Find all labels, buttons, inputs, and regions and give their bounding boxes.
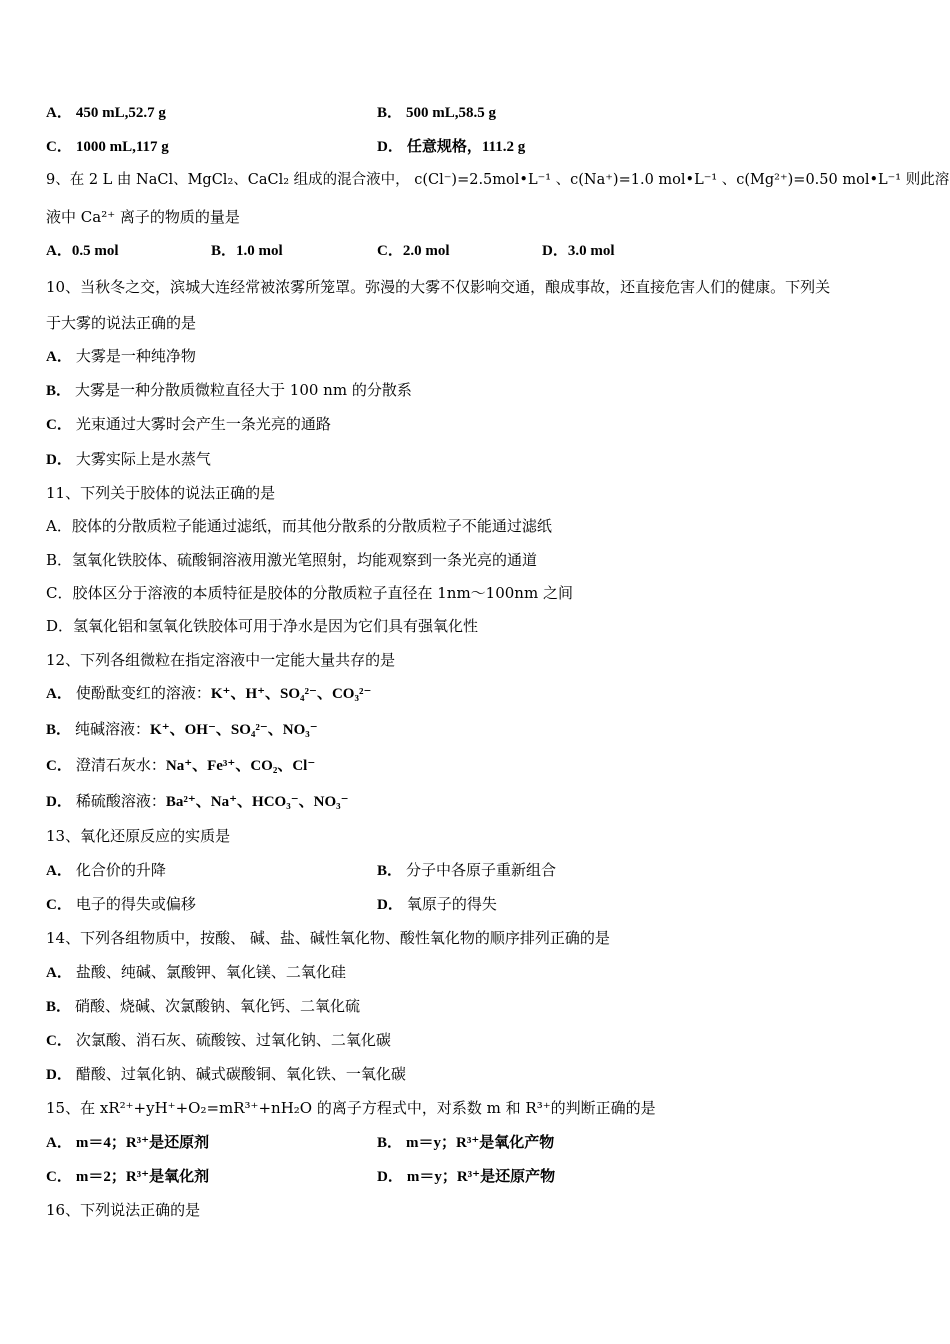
- q11-option-b: B．氢氧化铁胶体、硫酸铜溶液用激光笔照射，均能观察到一条光亮的通道: [46, 551, 538, 569]
- q11-stem: 11、下列关于胶体的说法正确的是: [46, 484, 276, 502]
- q15-option-b: B． m＝y；R³⁺是氧化产物: [377, 1135, 555, 1151]
- q12-option-c: C． 澄清石灰水：Na⁺、Fe³⁺、CO₂、Cl⁻: [46, 756, 316, 774]
- q12-option-d: D． 稀硫酸溶液：Ba²⁺、Na⁺、HCO₃⁻、NO₃⁻: [46, 792, 349, 810]
- q14-option-a: A． 盐酸、纯碱、氯酸钾、氧化镁、二氧化硅: [46, 963, 346, 981]
- q9-stem-line2: 液中 Ca²⁺ 离子的物质的量是: [46, 208, 240, 226]
- q10-stem-line1: 10、当秋冬之交，滨城大连经常被浓雾所笼罩。弥漫的大雾不仅影响交通，酿成事故，还直接危害人们的健康。下列关: [46, 278, 831, 296]
- q10-stem-line2: 于大雾的说法正确的是: [46, 314, 197, 332]
- q14-option-d: D． 醋酸、过氧化钠、碱式碳酸铜、氧化铁、一氧化碳: [46, 1065, 406, 1083]
- q14-option-c: C． 次氯酸、消石灰、硫酸铵、过氧化钠、二氧化碳: [46, 1031, 391, 1049]
- q15-option-d: D． m＝y；R³⁺是还原产物: [377, 1169, 556, 1185]
- q14-option-b: B． 硝酸、烧碱、次氯酸钠、氧化钙、二氧化硫: [46, 997, 361, 1015]
- q8-option-b: B． 500 mL,58.5 g: [377, 105, 497, 121]
- q13-option-a: A． 化合价的升降: [46, 861, 166, 879]
- q14-stem: 14、下列各组物质中，按酸、 碱、盐、碱性氧化物、酸性氧化物的顺序排列正确的是: [46, 929, 610, 947]
- q11-option-c: C．胶体区分于溶液的本质特征是胶体的分散质粒子直径在 1nm～100nm 之间: [46, 584, 573, 602]
- q9-stem-line1: 9、在 2 L 由 NaCl、MgCl₂、CaCl₂ 组成的混合液中， c(Cl⁻)=2.5mol•L⁻¹ 、c(Na⁺)=1.0 mol•L⁻¹ 、c(Mg²⁺)=0.50 mol•L⁻¹ 则此溶: [46, 172, 950, 188]
- q15-stem: 15、在 xR²⁺+yH⁺+O₂=mR³⁺+nH₂O 的离子方程式中，对系数 m 和 R³⁺的判断正确的是: [46, 1099, 656, 1117]
- q12-option-a: A． 使酚酞变红的溶液：K⁺、H⁺、SO₄²⁻、CO₃²⁻: [46, 684, 372, 702]
- q8-option-c: C． 1000 mL,117 g: [46, 139, 169, 155]
- q10-option-b: B． 大雾是一种分散质微粒直径大于 100 nm 的分散系: [46, 381, 412, 399]
- q15-option-a: A． m＝4；R³⁺是还原剂: [46, 1135, 210, 1151]
- q13-option-b: B． 分子中各原子重新组合: [377, 861, 557, 879]
- q10-option-c: C． 光束通过大雾时会产生一条光亮的通路: [46, 415, 331, 433]
- q8-option-a: A． 450 mL,52.7 g: [46, 105, 166, 121]
- q9-option-a: A．0.5 mol: [46, 243, 119, 259]
- q11-option-a: A．胶体的分散质粒子能通过滤纸，而其他分散系的分散质粒子不能通过滤纸: [46, 517, 552, 535]
- q11-option-d: D．氢氧化铝和氢氧化铁胶体可用于净水是因为它们具有强氧化性: [46, 617, 479, 635]
- q8-option-d: D． 任意规格，111.2 g: [377, 139, 526, 155]
- q16-stem: 16、下列说法正确的是: [46, 1201, 201, 1219]
- q15-option-c: C． m＝2；R³⁺是氧化剂: [46, 1169, 210, 1185]
- q13-option-c: C． 电子的得失或偏移: [46, 895, 196, 913]
- q9-option-b: B．1.0 mol: [211, 243, 283, 259]
- q9-option-c: C．2.0 mol: [377, 243, 450, 259]
- q9-option-d: D．3.0 mol: [542, 243, 615, 259]
- q13-stem: 13、氧化还原反应的实质是: [46, 827, 231, 845]
- q13-option-d: D． 氧原子的得失: [377, 895, 497, 913]
- q10-option-d: D． 大雾实际上是水蒸气: [46, 450, 211, 468]
- q12-stem: 12、下列各组微粒在指定溶液中一定能大量共存的是: [46, 651, 396, 669]
- q12-option-b: B． 纯碱溶液：K⁺、OH⁻、SO₄²⁻、NO₃⁻: [46, 720, 318, 738]
- q10-option-a: A． 大雾是一种纯净物: [46, 347, 196, 365]
